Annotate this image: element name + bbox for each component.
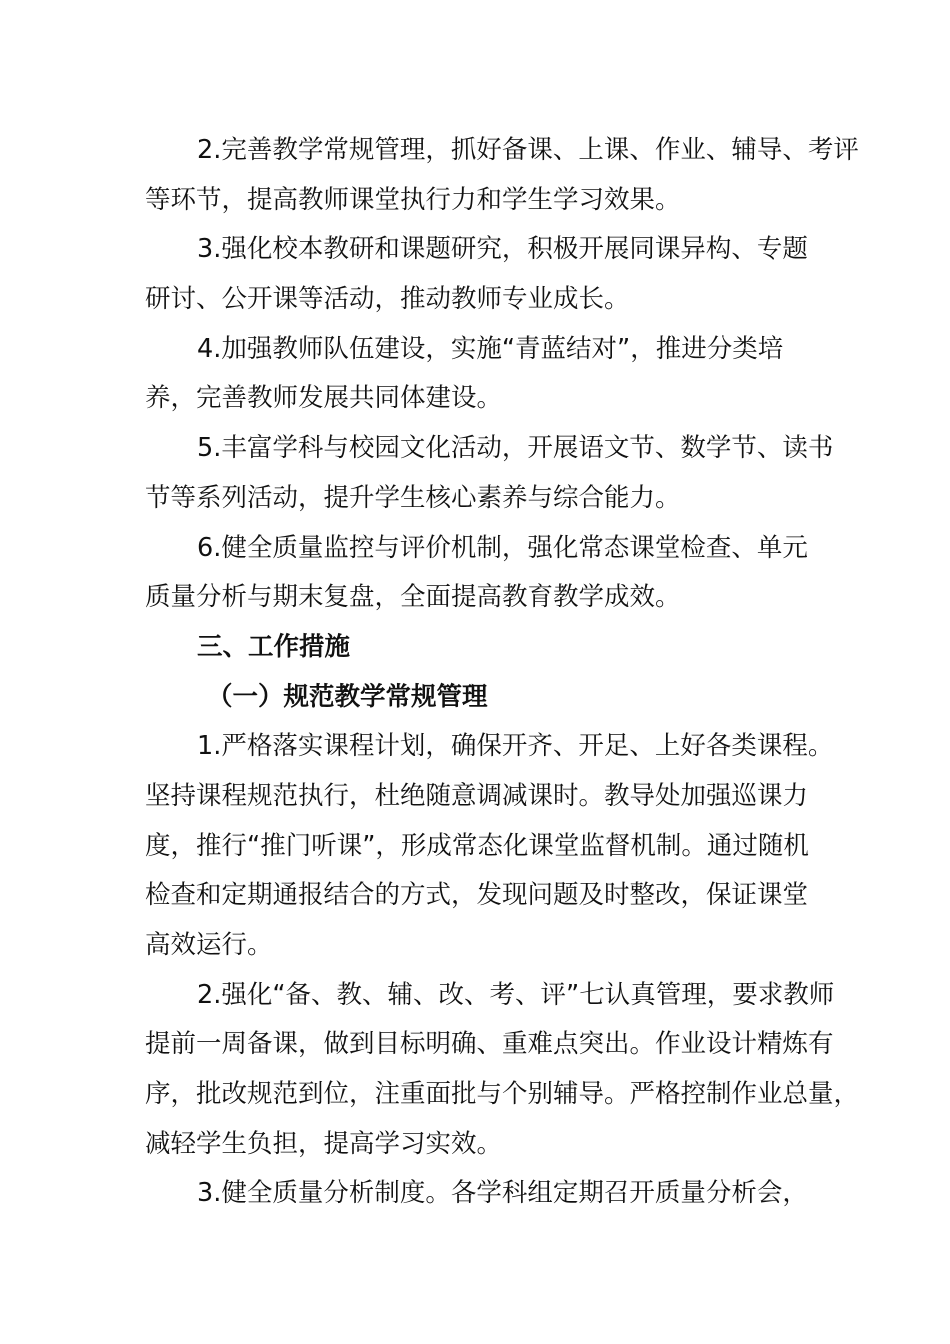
- paragraph-line: 检查和定期通报结合的方式，发现问题及时整改，保证课堂: [145, 880, 809, 911]
- paragraph-line: 研讨、公开课等活动，推动教师专业成长。: [145, 284, 630, 315]
- body-text: [145, 126, 860, 1219]
- paragraph-line: 坚持课程规范执行，杜绝随意调减课时。教导处加强巡课力: [145, 780, 809, 811]
- paragraph-line: 节等系列活动，提升学生核心素养与综合能力。: [145, 482, 681, 513]
- paragraph-line: 质量分析与期末复盘，全面提高教育教学成效。: [145, 582, 681, 613]
- paragraph-line: 3.健全质量分析制度。各学科组定期召开质量分析会，: [197, 1178, 808, 1209]
- paragraph-line: 5.丰富学科与校园文化活动，开展语文节、数学节、读书: [197, 433, 834, 464]
- paragraph-line: 养，完善教师发展共同体建设。: [145, 383, 503, 414]
- paragraph-line: 6.健全质量监控与评价机制，强化常态课堂检查、单元: [197, 532, 808, 563]
- paragraph-line: 等环节，提高教师课堂执行力和学生学习效果。: [145, 184, 681, 215]
- paragraph-line: 高效运行。: [145, 930, 273, 960]
- paragraph-line: 4.加强教师队伍建设，实施“青蓝结对”，推进分类培: [197, 333, 784, 364]
- paragraph-line: 1.严格落实课程计划，确保开齐、开足、上好各类课程。: [197, 731, 834, 762]
- paragraph-line: 2.完善教学常规管理，抓好备课、上课、作业、辅导、考评: [197, 135, 859, 165]
- paragraph-line: 序，批改规范到位，注重面批与个别辅导。严格控制作业总量，: [145, 1079, 860, 1110]
- paragraph-line: 度，推行“推门听课”，形成常态化课堂监督机制。通过随机: [145, 830, 809, 861]
- paragraph-line: 减轻学生负担，提高学习实效。: [145, 1128, 503, 1159]
- section-heading: 三、工作措施: [197, 631, 351, 662]
- paragraph-line: 提前一周备课，做到目标明确、重难点突出。作业设计精炼有: [145, 1029, 834, 1060]
- subsection-heading: （一）规范教学常规管理: [207, 681, 488, 712]
- paragraph-line: 2.强化“备、教、辅、改、考、评”七认真管理，要求教师: [197, 979, 835, 1010]
- paragraph-line: 3.强化校本教研和课题研究，积极开展同课异构、专题: [197, 234, 808, 265]
